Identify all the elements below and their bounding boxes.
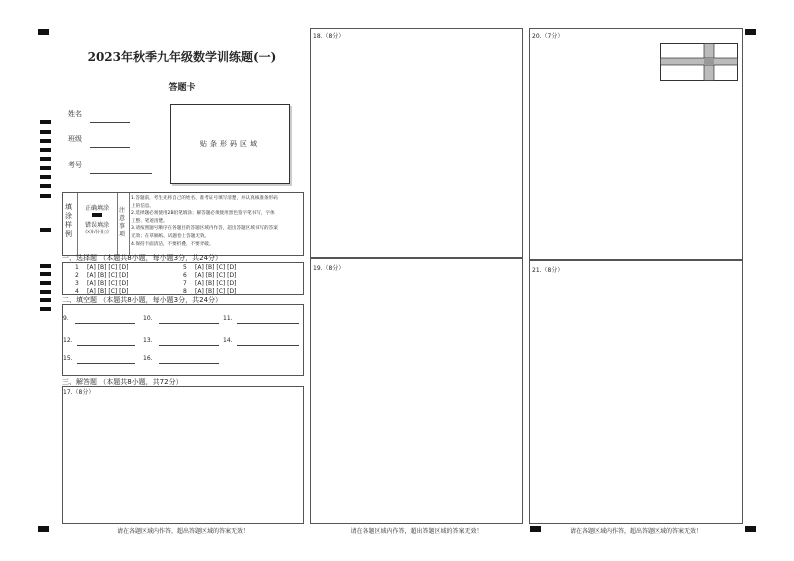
note-line: 1.答题前，考生先将自己的姓名、准考证号填写清楚，并认真核准条形码 xyxy=(131,196,278,201)
note-line: 2.选择题必须使用2B铅笔填涂；解答题必须使用黑色签字笔书写，字体 xyxy=(131,211,275,217)
note-line: 3.请按照题号顺序在各题目的答题区域内作答，超出答题区域书写的答案 xyxy=(131,226,278,232)
section3-title: 三、解答题 （本题共8小题，共72分） xyxy=(62,378,183,386)
choice-row[interactable]: 5 [A] [B] [C] [D] xyxy=(183,264,237,271)
fill-example-label: 填涂样例 xyxy=(65,203,72,238)
fill-wrong-label: 错误填涂 xyxy=(84,222,109,229)
fill-correct-label: 正确填涂 xyxy=(84,205,109,212)
blank-label: 15. xyxy=(63,355,73,362)
fill-wrong-sample: (×)(√)(-)(○) xyxy=(85,229,109,234)
blank-label: 12. xyxy=(63,337,73,344)
page-title: 2023年秋季九年级数学训练题(一) xyxy=(87,50,277,64)
registration-mark xyxy=(38,29,49,35)
q19-answer-area[interactable] xyxy=(310,258,523,524)
blank-field[interactable] xyxy=(159,345,219,346)
q21-answer-area[interactable] xyxy=(529,260,743,524)
q21-label: 21.（8分） xyxy=(532,267,564,274)
blank-field[interactable] xyxy=(77,345,135,346)
q18-label: 18.（8分） xyxy=(313,33,345,40)
blank-field[interactable] xyxy=(237,345,299,346)
exam-no-field[interactable] xyxy=(90,173,152,174)
q20-figure xyxy=(660,43,738,81)
note-line: 上的信息。 xyxy=(131,203,154,209)
blank-label: 10. xyxy=(143,315,153,322)
note-line: 工整、笔迹清楚。 xyxy=(131,218,168,224)
choice-row[interactable]: 8 [A] [B] [C] [D] xyxy=(183,288,237,295)
blank-field[interactable] xyxy=(75,323,135,324)
barcode-area xyxy=(170,104,290,184)
registration-mark xyxy=(745,526,756,532)
q17-label: 17.（8分） xyxy=(63,389,95,396)
blank-field[interactable] xyxy=(159,363,219,364)
notes-label: 注意事项 xyxy=(119,207,126,238)
choice-row[interactable]: 6 [A] [B] [C] [D] xyxy=(183,272,237,279)
notes-text xyxy=(131,195,303,248)
blank-area xyxy=(62,304,304,376)
choice-area xyxy=(62,262,304,295)
blank-label: 9. xyxy=(63,315,69,322)
choice-row[interactable]: 4 [A] [B] [C] [D] xyxy=(75,288,129,295)
class-field[interactable] xyxy=(90,147,130,148)
filled-bubble-sample xyxy=(92,213,102,217)
q20-label: 20.（7分） xyxy=(532,33,564,40)
barcode-area-label: 贴条形码区域 xyxy=(200,140,260,148)
blank-label: 13. xyxy=(143,337,153,344)
page-subtitle: 答题卡 xyxy=(168,83,196,93)
choice-row[interactable]: 7 [A] [B] [C] [D] xyxy=(183,280,237,287)
blank-field[interactable] xyxy=(77,363,135,364)
note-line: 4.保持卡面清洁，不要折叠、不要弄破。 xyxy=(131,241,214,247)
q17-answer-area[interactable] xyxy=(62,386,304,524)
blank-label: 16. xyxy=(143,355,153,362)
section1-title: 一、选择题 （本题共8小题，每小题3分，共24分） xyxy=(62,254,223,262)
cross-figure-icon xyxy=(660,43,738,81)
q19-label: 19.（8分） xyxy=(313,265,345,272)
blank-label: 14. xyxy=(223,337,233,344)
name-field[interactable] xyxy=(90,122,130,123)
choice-row[interactable]: 2 [A] [B] [C] [D] xyxy=(75,272,129,279)
name-label: 姓名 xyxy=(68,110,82,118)
note-line: 无效；在草稿纸、试题卷上答题无效。 xyxy=(131,233,210,239)
choice-row[interactable]: 1 [A] [B] [C] [D] xyxy=(75,264,129,271)
q18-answer-area[interactable] xyxy=(310,28,523,258)
footer-note: 请在各题区域内作答，超出答题区域的答案无效！ xyxy=(350,528,483,535)
footer-note: 请在各题区域内作答，超出答题区域的答案无效！ xyxy=(569,528,702,535)
footer-note: 请在各题区域内作答，超出答题区域的答案无效！ xyxy=(116,528,249,535)
class-label: 班级 xyxy=(68,135,82,143)
registration-mark xyxy=(745,29,756,35)
blank-field[interactable] xyxy=(159,323,219,324)
registration-mark xyxy=(38,526,49,532)
instructions-box xyxy=(62,192,304,256)
q20-answer-area[interactable] xyxy=(529,28,743,260)
exam-no-label: 考号 xyxy=(68,161,82,169)
choice-row[interactable]: 3 [A] [B] [C] [D] xyxy=(75,280,129,287)
blank-field[interactable] xyxy=(237,323,299,324)
blank-label: 11. xyxy=(223,315,233,322)
section2-title: 二、填空题 （本题共8小题，每小题3分，共24分） xyxy=(62,296,223,304)
